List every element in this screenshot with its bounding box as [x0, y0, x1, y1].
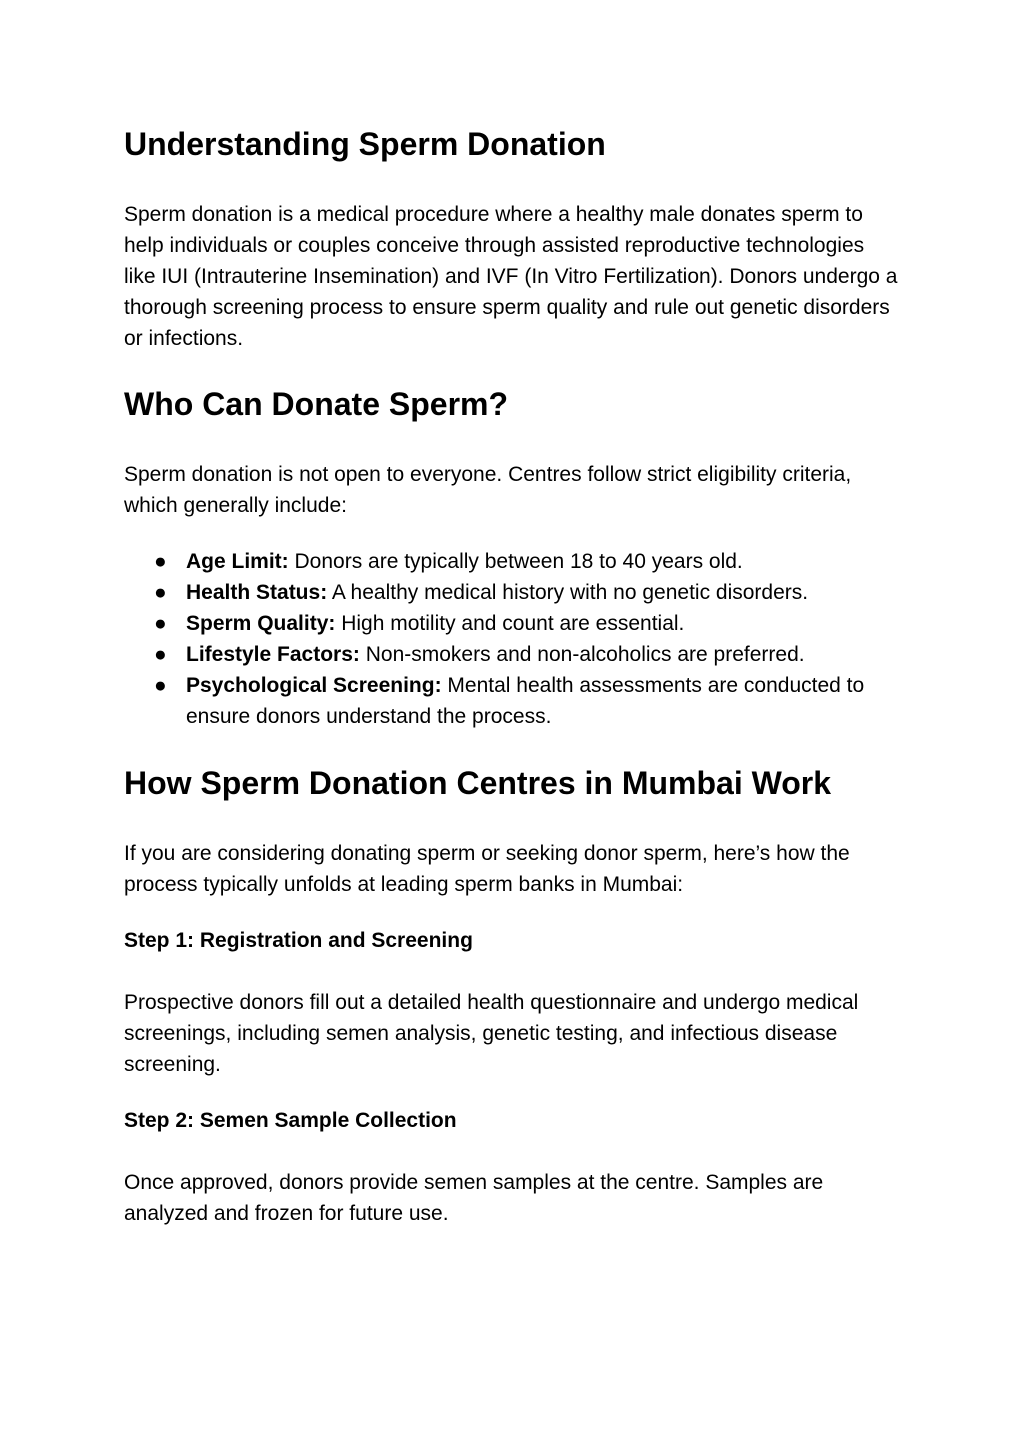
list-item — [124, 639, 900, 670]
eligibility-criteria-list — [124, 546, 900, 732]
criteria-label: Lifestyle Factors: — [186, 643, 360, 666]
paragraph-step-1: Prospective donors fill out a detailed health questionnaire and undergo medical screenings, including semen analysis, genetic testing, and infectious disease screening. — [124, 991, 859, 1076]
criteria-label: Sperm Quality: — [186, 612, 336, 635]
criteria-label: Health Status: — [186, 581, 328, 604]
bullet-icon: ● — [154, 643, 167, 666]
criteria-text: Mental health assessments are conducted to ensure donors understand the process. — [186, 674, 865, 728]
heading-step-1: Step 1: Registration and Screening — [124, 929, 473, 952]
bullet-icon: ● — [154, 550, 167, 573]
list-item — [124, 608, 900, 639]
bullet-icon: ● — [154, 612, 167, 635]
list-item — [124, 546, 900, 577]
paragraph-how: If you are considering donating sperm or seeking donor sperm, here’s how the process typically unfolds at leading sperm banks in Mumbai: — [124, 842, 850, 896]
heading-who-can-donate: Who Can Donate Sperm? — [124, 386, 509, 422]
heading-how-centres-work: How Sperm Donation Centres in Mumbai Work — [124, 765, 832, 801]
heading-understanding-sperm-donation: Understanding Sperm Donation — [124, 126, 606, 162]
criteria-label: Psychological Screening: — [186, 674, 442, 697]
bullet-icon: ● — [154, 581, 167, 604]
criteria-label: Age Limit: — [186, 550, 289, 573]
criteria-text: High motility and count are essential. — [335, 612, 685, 635]
heading-step-2: Step 2: Semen Sample Collection — [124, 1109, 457, 1132]
paragraph-who: Sperm donation is not open to everyone. Centres follow strict eligibility criteria, which generally include: — [124, 463, 852, 517]
paragraph-step-2: Once approved, donors provide semen samples at the centre. Samples are analyzed and frozen for future use. — [124, 1171, 824, 1225]
list-item — [124, 577, 900, 608]
criteria-text: Non-smokers and non-alcoholics are preferred. — [359, 643, 805, 666]
criteria-text: A healthy medical history with no genetic disorders. — [327, 581, 809, 604]
criteria-text: Donors are typically between 18 to 40 years old. — [288, 550, 743, 573]
paragraph-understanding: Sperm donation is a medical procedure where a healthy male donates sperm to help individuals or couples conceive through assisted reproductive technologies like IUI (Intrauterine Insemination) and IVF (In Vitro Fertilization). Donors undergo a thorough screening process to ensure sperm quality and rule out genetic disorders or infections. — [124, 203, 898, 350]
list-item — [124, 670, 900, 732]
bullet-icon: ● — [154, 674, 167, 697]
